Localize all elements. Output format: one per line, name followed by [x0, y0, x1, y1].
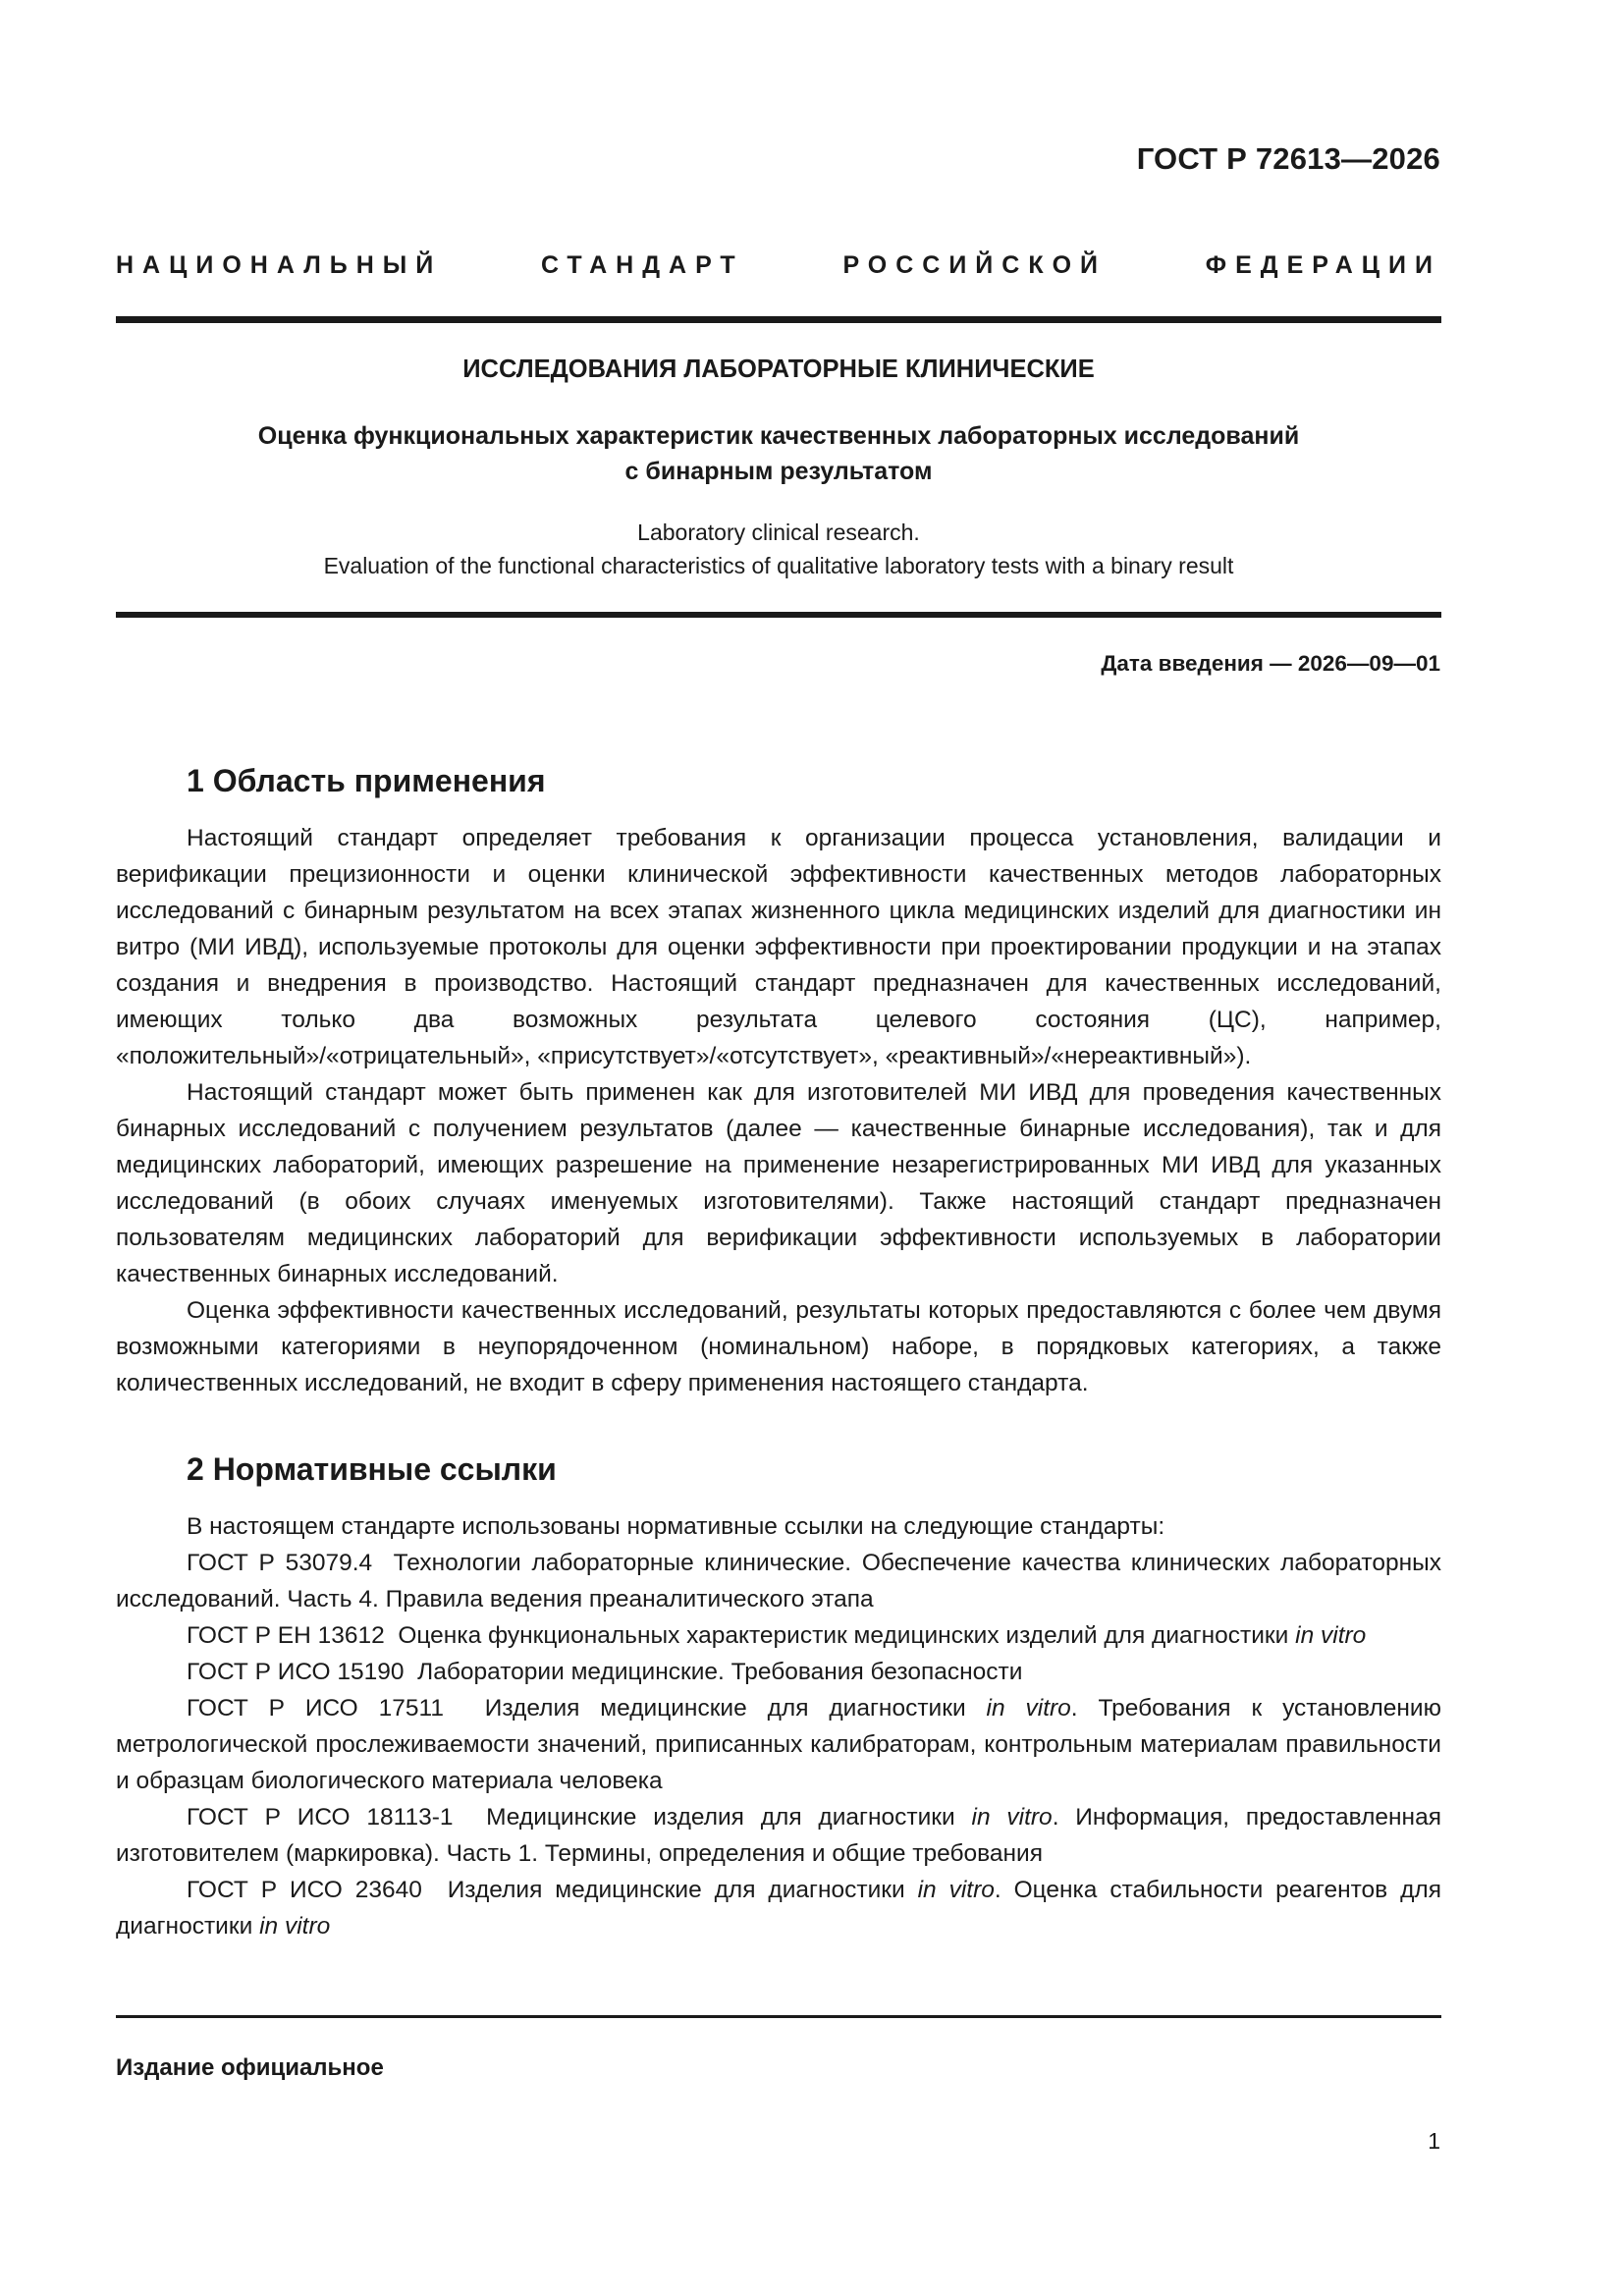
reference-code: ГОСТ Р ИСО 18113-1: [187, 1804, 454, 1831]
national-standard-title: НАЦИОНАЛЬНЫЙ СТАНДАРТ РОССИЙСКОЙ ФЕДЕРАЦИИ: [116, 251, 1441, 279]
reference-code: ГОСТ Р ИСО 17511: [187, 1695, 444, 1722]
document-title: ИССЛЕДОВАНИЯ ЛАБОРАТОРНЫЕ КЛИНИЧЕСКИЕ: [462, 355, 1095, 383]
header-divider: [116, 316, 1441, 323]
paragraph: Настоящий стандарт определяет требования к организации процесса установления, валидации и верификации прецизионности и оценки клинической эффективности качественных методов лабораторных исследований с бинарным результатом на всех этапах жизненного цикла медицинских изделий для диагностики ин витро (МИ ИВД), используемые протоколы для оценки эффективности при проектировании продукции и на этапах создания и внедрения в производство. Настоящий стандарт предназначен для качественных исследований, имеющих только два возможных результата целевого состояния (ЦС), например, «положительный»/«отрицательный», «присутствует»/«отсутствует», «реактивный»/«нереактивный»).: [116, 825, 1441, 1069]
standard-id: ГОСТ Р 72613—2026: [1136, 141, 1440, 176]
introduction-date: Дата введения — 2026—09—01: [1101, 651, 1440, 676]
reference-item: ГОСТ Р ИСО 23640 Изделия медицинские для диагностики in vitro. Оценка стабильности реагентов для диагностики in vitro: [116, 1877, 1441, 1940]
subtitle-line-2: с бинарным результатом: [624, 458, 933, 485]
reference-item: ГОСТ Р ИСО 17511 Изделия медицинские для диагностики in vitro. Требования к установлению метрологической прослеживаемости значений, приписанных калибраторам, контрольным материалам правильности и образцам биологического материала человека: [116, 1695, 1441, 1794]
reference-item: ГОСТ Р ЕН 13612 Оценка функциональных характеристик медицинских изделий для диагностики in vitro: [187, 1622, 1367, 1649]
section-normative-references: [116, 1449, 1441, 1944]
paragraph: Настоящий стандарт может быть применен как для изготовителей МИ ИВД для проведения качественных бинарных исследований с получением результатов (далее — качественные бинарные исследования), так и для медицинских лабораторий, имеющих разрешение на применение незарегистрированных МИ ИВД для указанных исследований (в обоих случаях именуемых изготовителями). Также настоящий стандарт предназначен пользователям медицинских лабораторий для верификации эффективности используемых в лаборатории качественных бинарных исследований.: [116, 1079, 1441, 1287]
reference-code: ГОСТ Р 53079.4: [187, 1550, 373, 1576]
reference-code: ГОСТ Р ЕН 13612: [187, 1622, 385, 1649]
reference-item: ГОСТ Р ИСО 15190 Лаборатории медицинские. Требования безопасности: [187, 1659, 1023, 1685]
official-edition-label: Издание официальное: [116, 2054, 384, 2081]
reference-code: ГОСТ Р ИСО 23640: [187, 1877, 422, 1903]
reference-item: ГОСТ Р 53079.4 Технологии лабораторные клинические. Обеспечение качества клинических лабораторных исследований. Часть 4. Правила ведения преаналитического этапа: [116, 1550, 1441, 1613]
footer-divider: [116, 2015, 1441, 2018]
subtitle-line-1: Оценка функциональных характеристик качественных лабораторных исследований: [257, 422, 1300, 450]
page-number: 1: [1428, 2128, 1440, 2154]
section-heading: 1 Область применения: [187, 763, 546, 798]
english-title-line-2: Evaluation of the functional characteristics of qualitative laboratory tests with a binary result: [323, 553, 1234, 578]
document-subtitle: [116, 418, 1441, 489]
english-title-line-1: Laboratory clinical research.: [637, 519, 920, 545]
reference-code: ГОСТ Р ИСО 15190: [187, 1659, 405, 1685]
paragraph: В настоящем стандарте использованы нормативные ссылки на следующие стандарты:: [187, 1513, 1165, 1540]
section-heading: 2 Нормативные ссылки: [187, 1451, 557, 1487]
section-scope: [116, 761, 1441, 1401]
reference-item: ГОСТ Р ИСО 18113-1 Медицинские изделия для диагностики in vitro. Информация, предоставленная изготовителем (маркировка). Часть 1. Термины, определения и общие требования: [116, 1804, 1441, 1867]
english-title: [116, 516, 1441, 582]
title-divider: [116, 612, 1441, 618]
paragraph: Оценка эффективности качественных исследований, результаты которых предоставляются с более чем двумя возможными категориями в неупорядоченном (номинальном) наборе, в порядковых категориях, а также количественных исследований, не входит в сферу применения настоящего стандарта.: [116, 1297, 1441, 1396]
